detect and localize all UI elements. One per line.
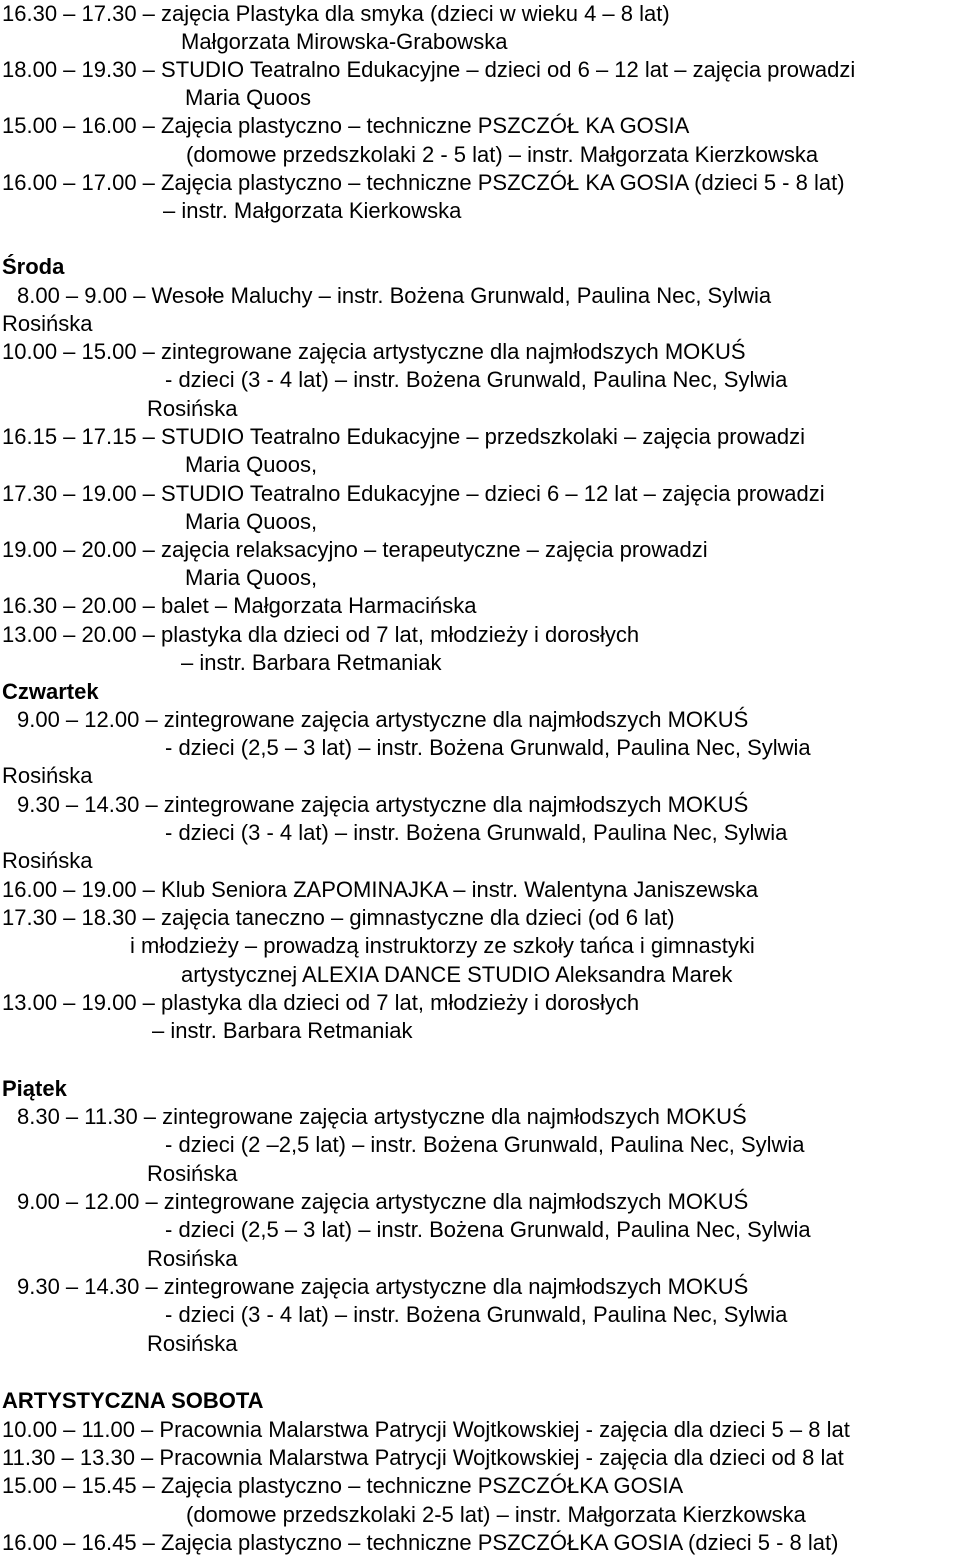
day-heading-piatek: Piątek bbox=[2, 1076, 67, 1101]
schedule-line: Maria Quoos, bbox=[185, 565, 318, 590]
schedule-line: 13.00 – 19.00 – plastyka dla dzieci od 7 lat, młodzieży i dorosłych bbox=[2, 990, 640, 1015]
schedule-line: - dzieci (2,5 – 3 lat) – instr. Bożena Grunwald, Paulina Nec, Sylwia bbox=[165, 735, 811, 760]
schedule-line: 9.00 – 12.00 – zintegrowane zajęcia artystyczne dla najmłodszych MOKUŚ bbox=[17, 707, 749, 732]
schedule-line: 17.30 – 19.00 – STUDIO Teatralno Edukacyjne – dzieci 6 – 12 lat – zajęcia prowadzi bbox=[2, 481, 825, 506]
schedule-line: Maria Quoos, bbox=[185, 509, 318, 534]
day-heading-sobota: ARTYSTYCZNA SOBOTA bbox=[2, 1388, 264, 1413]
schedule-line: i młodzieży – prowadzą instruktorzy ze szkoły tańca i gimnastyki bbox=[130, 933, 755, 958]
schedule-line: - dzieci (2 –2,5 lat) – instr. Bożena Grunwald, Paulina Nec, Sylwia bbox=[165, 1132, 805, 1157]
schedule-line: Rosińska bbox=[147, 396, 238, 421]
schedule-line: 9.30 – 14.30 – zintegrowane zajęcia artystyczne dla najmłodszych MOKUŚ bbox=[17, 792, 749, 817]
schedule-line: 15.00 – 15.45 – Zajęcia plastyczno – techniczne PSZCZÓŁKA GOSIA bbox=[2, 1473, 684, 1498]
schedule-line: 9.30 – 14.30 – zintegrowane zajęcia artystyczne dla najmłodszych MOKUŚ bbox=[17, 1274, 749, 1299]
schedule-line: - dzieci (3 - 4 lat) – instr. Bożena Grunwald, Paulina Nec, Sylwia bbox=[165, 367, 788, 392]
schedule-line: - dzieci (2,5 – 3 lat) – instr. Bożena Grunwald, Paulina Nec, Sylwia bbox=[165, 1217, 811, 1242]
day-heading-sroda: Środa bbox=[2, 254, 65, 279]
schedule-line: Małgorzata Mirowska-Grabowska bbox=[181, 29, 508, 54]
schedule-line: – instr. Barbara Retmaniak bbox=[181, 650, 442, 675]
schedule-line: 16.30 – 20.00 – balet – Małgorzata Harmacińska bbox=[2, 593, 477, 618]
schedule-line: - dzieci (3 - 4 lat) – instr. Bożena Grunwald, Paulina Nec, Sylwia bbox=[165, 820, 788, 845]
schedule-line: 16.00 – 16.45 – Zajęcia plastyczno – techniczne PSZCZÓŁKA GOSIA (dzieci 5 - 8 lat) bbox=[2, 1530, 839, 1555]
schedule-line: 16.30 – 17.30 – zajęcia Plastyka dla smyka (dzieci w wieku 4 – 8 lat) bbox=[2, 1, 670, 26]
schedule-line: 19.00 – 20.00 – zajęcia relaksacyjno – terapeutyczne – zajęcia prowadzi bbox=[2, 537, 708, 562]
schedule-line: 9.00 – 12.00 – zintegrowane zajęcia artystyczne dla najmłodszych MOKUŚ bbox=[17, 1189, 749, 1214]
schedule-line: 16.00 – 19.00 – Klub Seniora ZAPOMINAJKA – instr. Walentyna Janiszewska bbox=[2, 877, 759, 902]
schedule-line: Maria Quoos bbox=[185, 85, 311, 110]
schedule-line: Rosińska bbox=[147, 1331, 238, 1356]
schedule-line: Rosińska bbox=[2, 763, 93, 788]
schedule-line: artystycznej ALEXIA DANCE STUDIO Aleksandra Marek bbox=[181, 962, 733, 987]
schedule-line: 8.30 – 11.30 – zintegrowane zajęcia artystyczne dla najmłodszych MOKUŚ bbox=[17, 1104, 747, 1129]
schedule-line: 15.00 – 16.00 – Zajęcia plastyczno – techniczne PSZCZÓŁ KA GOSIA bbox=[2, 113, 690, 138]
schedule-line: 16.15 – 17.15 – STUDIO Teatralno Edukacyjne – przedszkolaki – zajęcia prowadzi bbox=[2, 424, 806, 449]
schedule-line: 18.00 – 19.30 – STUDIO Teatralno Edukacyjne – dzieci od 6 – 12 lat – zajęcia prowadzi bbox=[2, 57, 856, 82]
schedule-line: 10.00 – 11.00 – Pracownia Malarstwa Patrycji Wojtkowskiej - zajęcia dla dzieci 5 – 8 lat bbox=[2, 1417, 850, 1442]
schedule-line: Rosińska bbox=[2, 311, 93, 336]
schedule-line: 17.30 – 18.30 – zajęcia taneczno – gimnastyczne dla dzieci (od 6 lat) bbox=[2, 905, 675, 930]
schedule-line: 16.00 – 17.00 – Zajęcia plastyczno – techniczne PSZCZÓŁ KA GOSIA (dzieci 5 - 8 lat) bbox=[2, 170, 845, 195]
schedule-line: 13.00 – 20.00 – plastyka dla dzieci od 7 lat, młodzieży i dorosłych bbox=[2, 622, 640, 647]
schedule-line: Rosińska bbox=[147, 1246, 238, 1271]
schedule-line: – instr. Barbara Retmaniak bbox=[152, 1018, 413, 1043]
day-heading-czwartek: Czwartek bbox=[2, 679, 99, 704]
schedule-line: Maria Quoos, bbox=[185, 452, 318, 477]
schedule-line: 11.30 – 13.30 – Pracownia Malarstwa Patrycji Wojtkowskiej - zajęcia dla dzieci od 8 lat bbox=[2, 1445, 844, 1470]
schedule-line: (domowe przedszkolaki 2-5 lat) – instr. Małgorzata Kierzkowska bbox=[186, 1502, 806, 1527]
schedule-line: 8.00 – 9.00 – Wesołe Maluchy – instr. Bożena Grunwald, Paulina Nec, Sylwia bbox=[17, 283, 772, 308]
schedule-line: Rosińska bbox=[2, 848, 93, 873]
schedule-line: 10.00 – 15.00 – zintegrowane zajęcia artystyczne dla najmłodszych MOKUŚ bbox=[2, 339, 746, 364]
schedule-line: - dzieci (3 - 4 lat) – instr. Bożena Grunwald, Paulina Nec, Sylwia bbox=[165, 1302, 788, 1327]
schedule-line: – instr. Małgorzata Kierkowska bbox=[163, 198, 462, 223]
schedule-line: (domowe przedszkolaki 2 - 5 lat) – instr. Małgorzata Kierzkowska bbox=[186, 142, 819, 167]
schedule-line: Rosińska bbox=[147, 1161, 238, 1186]
